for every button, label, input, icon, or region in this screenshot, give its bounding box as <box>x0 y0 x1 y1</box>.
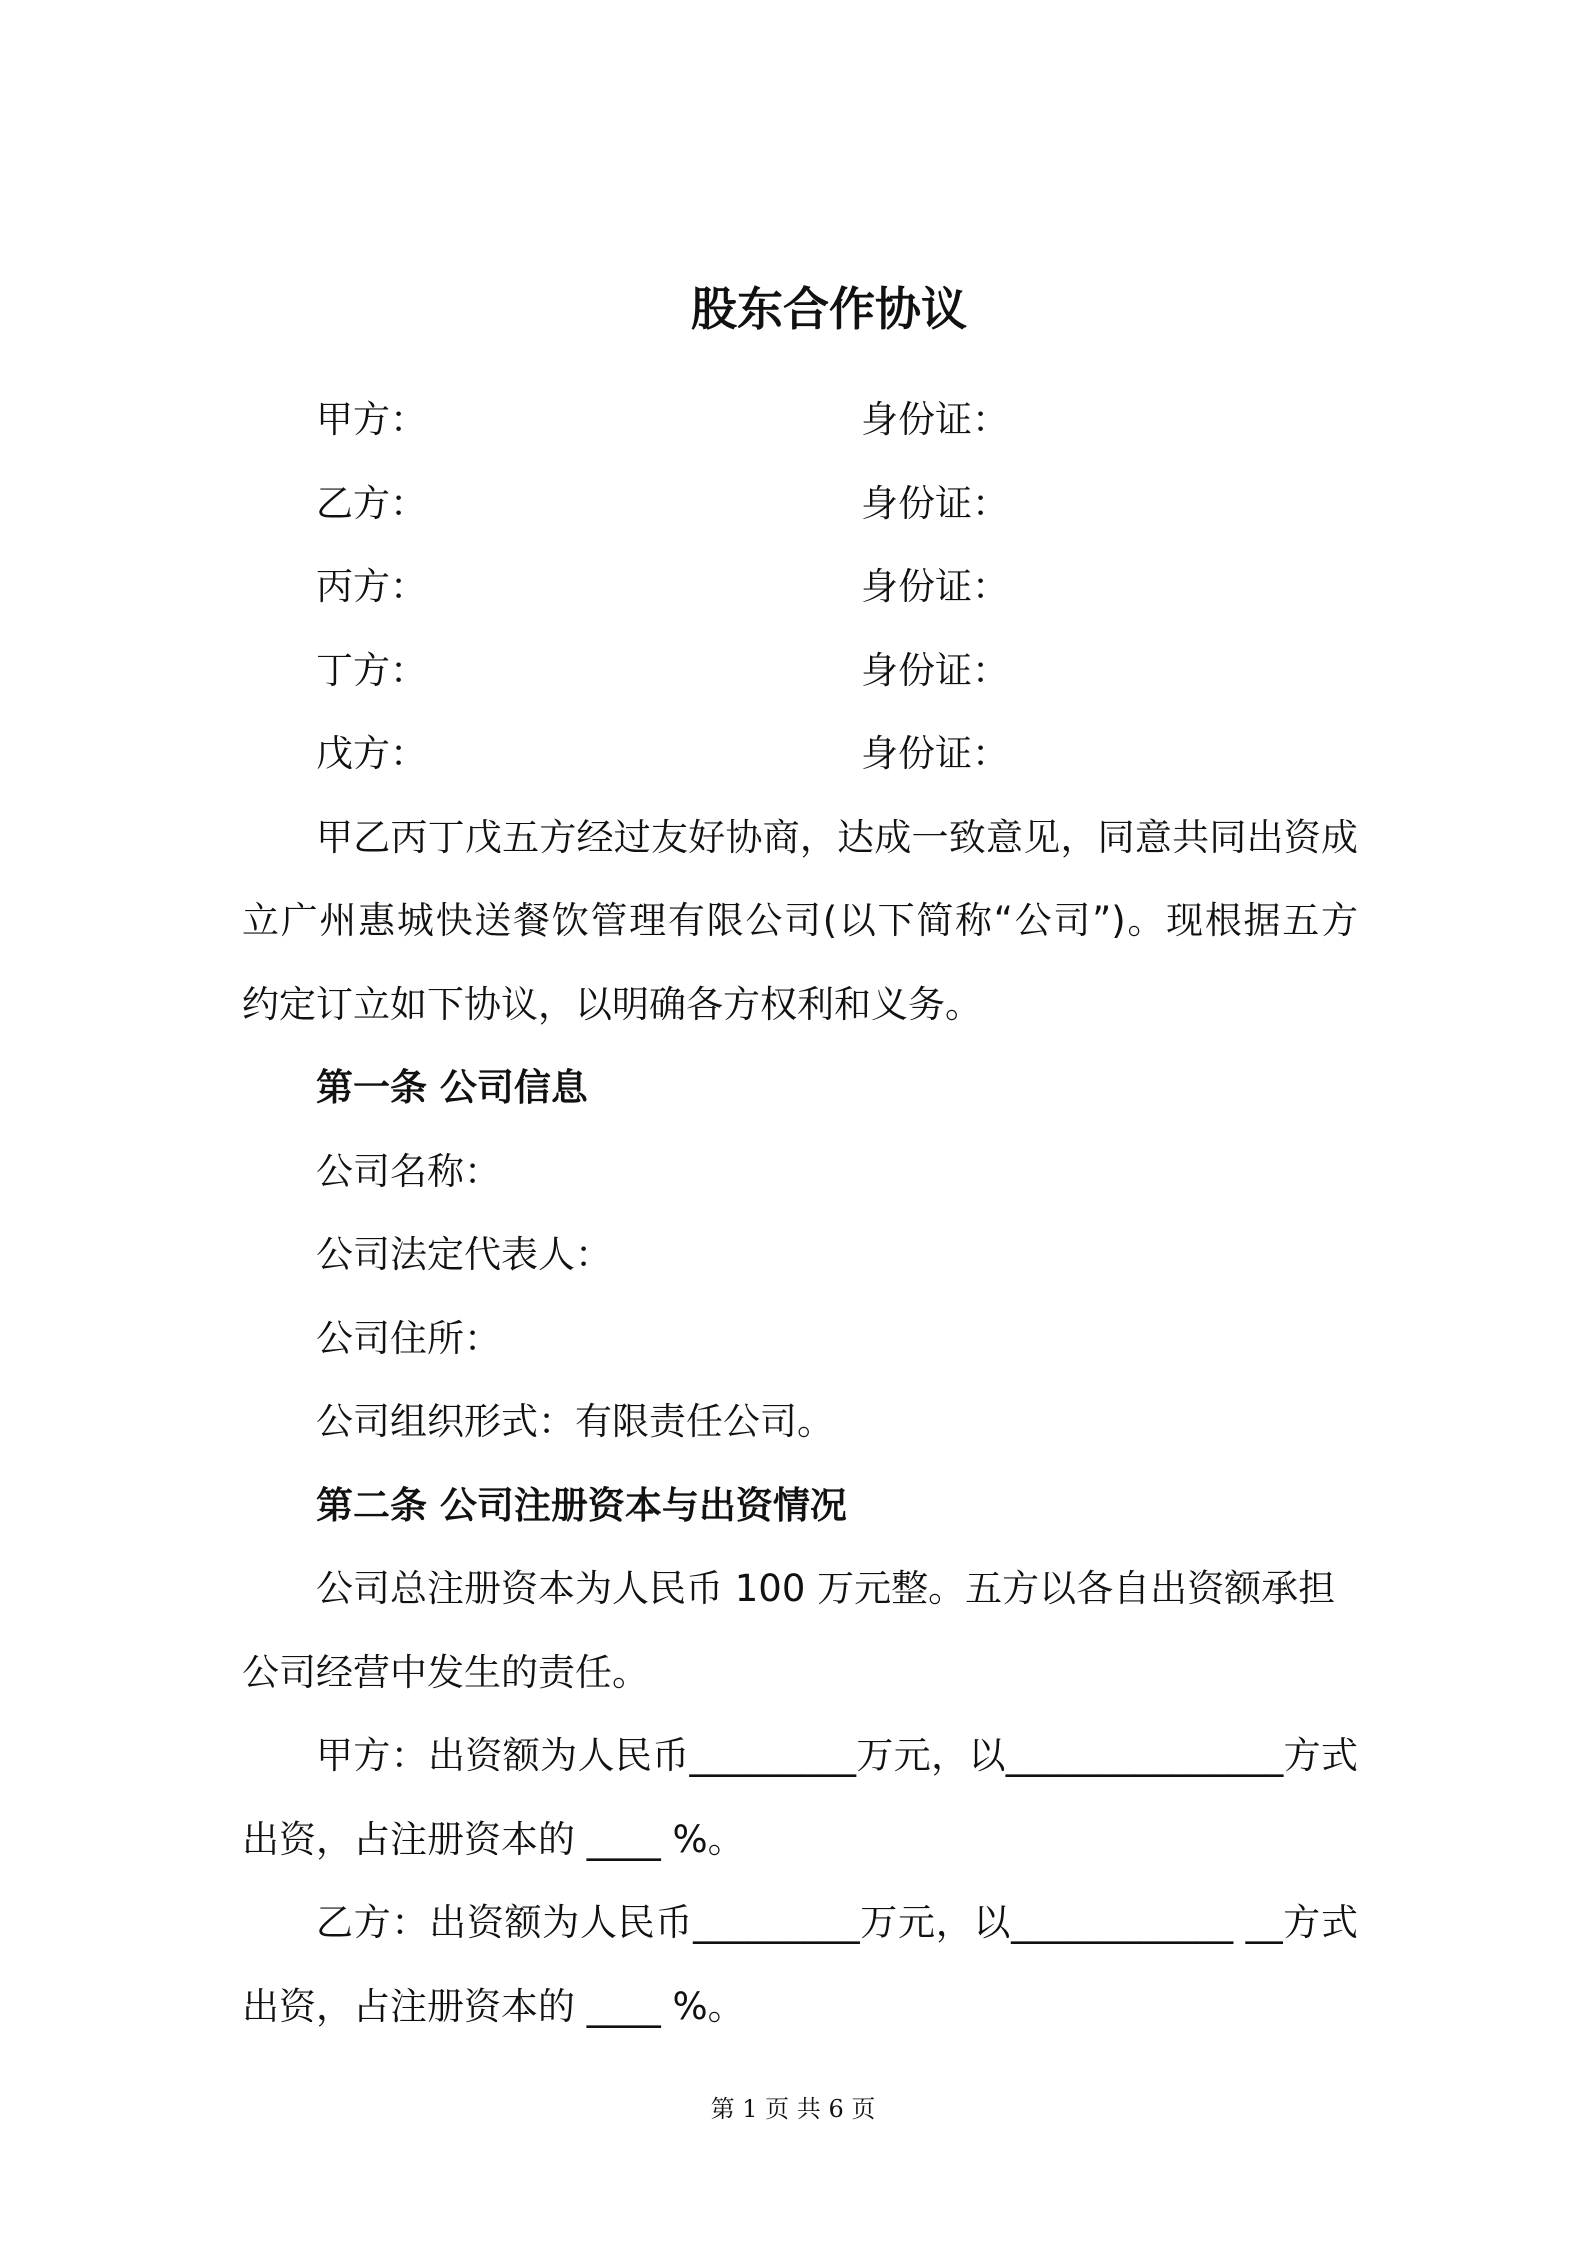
document-title: 股东合作协议 <box>691 282 967 336</box>
capital-line: 公司经营中发生的责任。 <box>242 1650 649 1694</box>
intro-line: 立广州惠城快送餐饮管理有限公司(以下简称“公司”)。现根据五方 <box>242 899 1358 942</box>
id-card-label: 身份证： <box>861 481 1009 525</box>
page-number-footer: 第 1 页 共 6 页 <box>710 2095 876 2123</box>
party-row-bing <box>242 545 1358 629</box>
contribution-yi-line: 乙方：出资额为人民币_________万元，以____________ __方式 <box>316 1901 1358 1944</box>
id-card-label: 身份证： <box>861 565 1009 608</box>
document-body <box>242 378 1358 2048</box>
article-1-heading: 第一条 公司信息 <box>316 1066 588 1109</box>
intro-line: 约定订立如下协议，以明确各方权利和义务。 <box>242 982 982 1026</box>
party-row-wu <box>242 712 1358 796</box>
contribution-yi-line: 出资，占注册资本的 ____ %。 <box>242 1984 745 2028</box>
id-card-label: 身份证： <box>861 732 1009 775</box>
id-card-label: 身份证： <box>861 398 1009 441</box>
intro-line: 甲乙丙丁戊五方经过友好协商，达成一致意见，同意共同出资成 <box>316 815 1358 859</box>
party-label: 甲方： <box>316 398 427 441</box>
capital-line: 公司总注册资本为人民币 100 万元整。五方以各自出资额承担 <box>316 1567 1336 1610</box>
contribution-jia-line: 出资，占注册资本的 ____ %。 <box>242 1817 745 1861</box>
company-form-field: 公司组织形式：有限责任公司。 <box>316 1400 834 1443</box>
company-name-field: 公司名称： <box>316 1149 501 1193</box>
legal-representative-field: 公司法定代表人： <box>316 1233 612 1276</box>
party-label: 乙方： <box>316 481 427 525</box>
party-row-ding <box>242 629 1358 713</box>
party-label: 丁方： <box>316 648 427 692</box>
id-card-label: 身份证： <box>861 648 1009 692</box>
article-2-heading: 第二条 公司注册资本与出资情况 <box>316 1483 847 1527</box>
party-row-yi <box>242 462 1358 546</box>
party-label: 戊方： <box>316 732 427 775</box>
contribution-jia-line: 甲方：出资额为人民币_________万元，以_______________方式 <box>316 1734 1358 1777</box>
company-address-field: 公司住所： <box>316 1316 501 1360</box>
party-row-jia <box>242 378 1358 462</box>
party-label: 丙方： <box>316 565 427 608</box>
